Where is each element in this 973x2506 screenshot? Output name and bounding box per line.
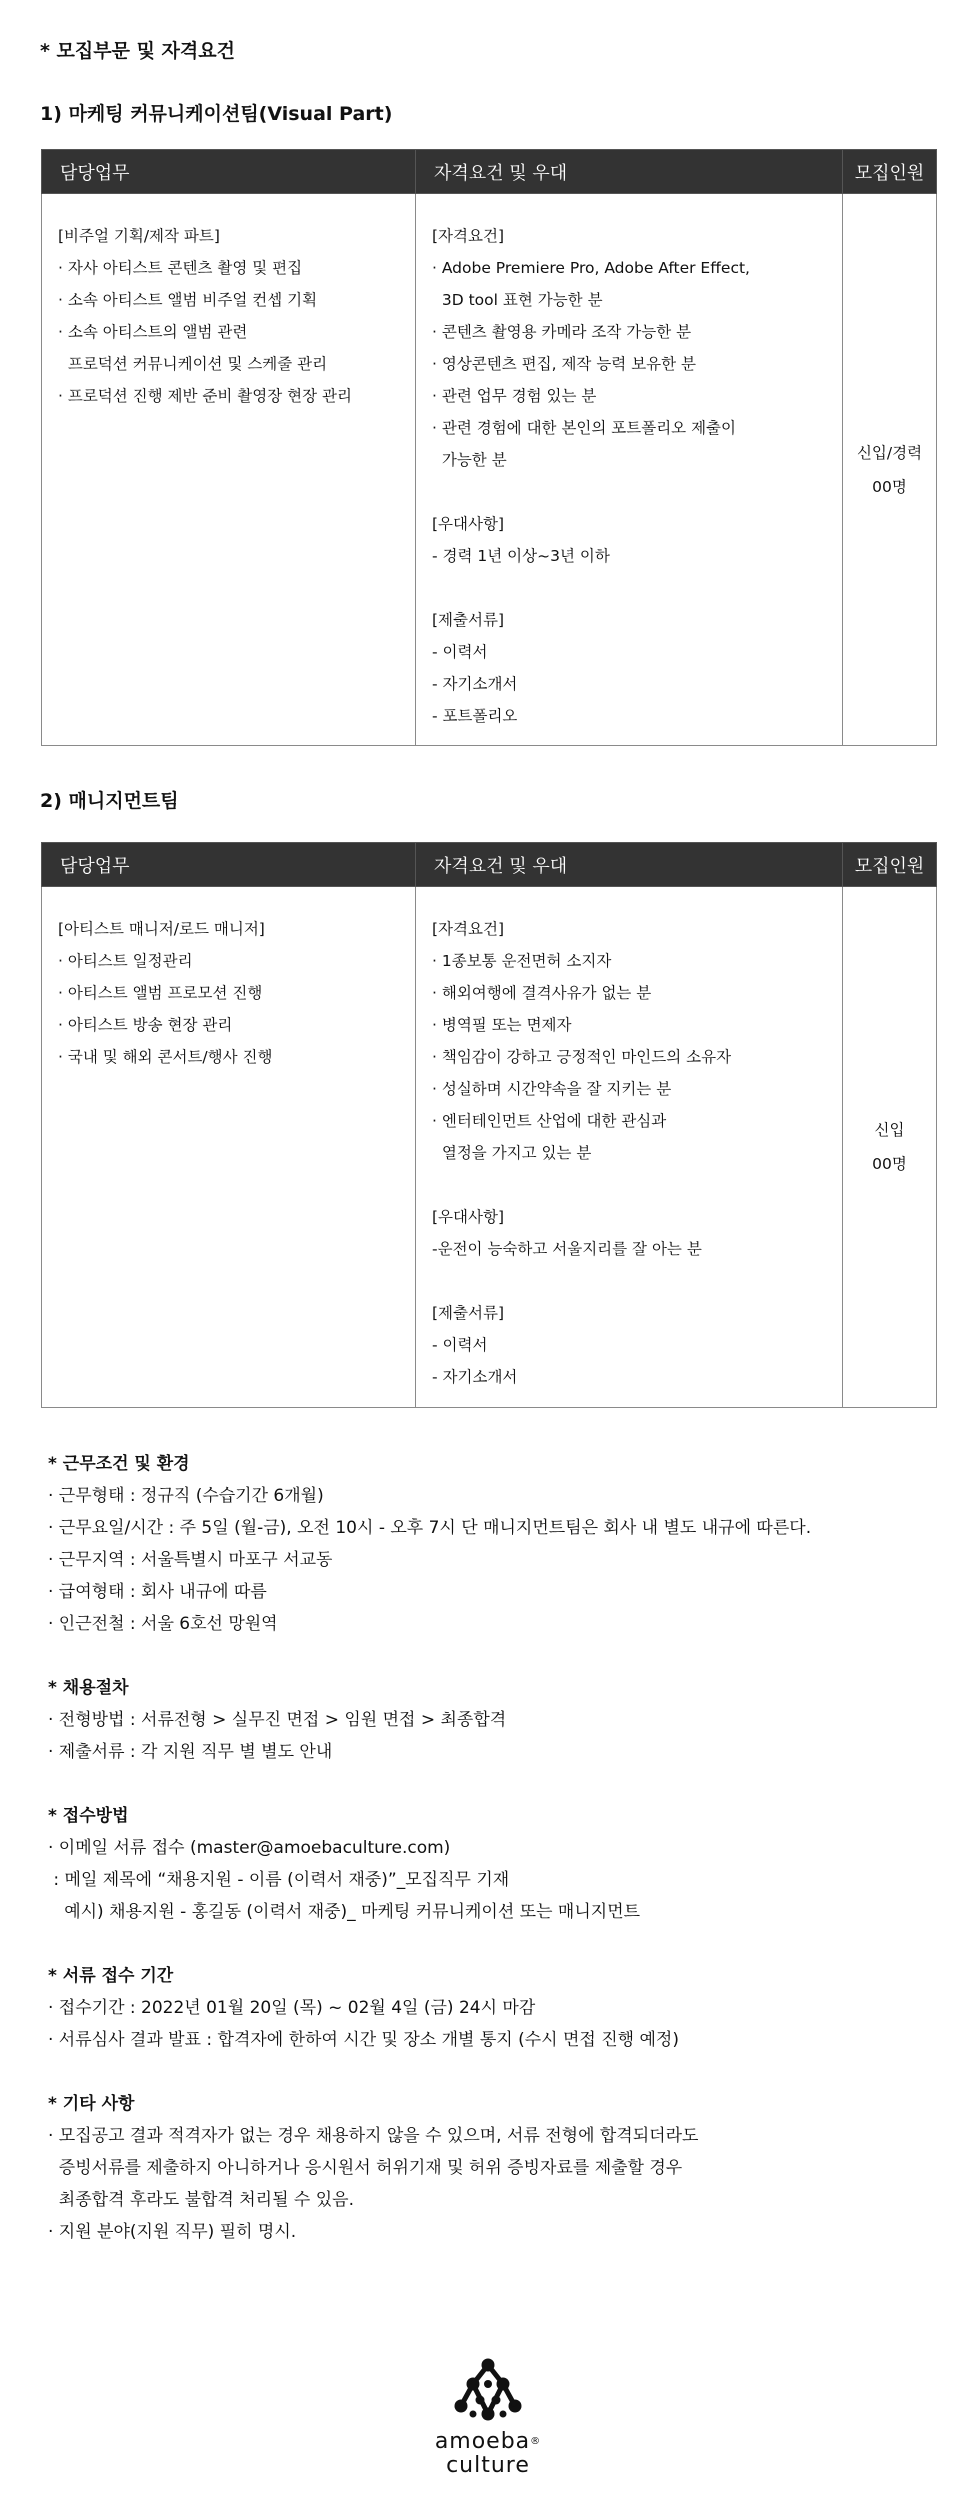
qualification-line: · 관련 경험에 대한 본인의 포트폴리오 제출이 bbox=[432, 419, 737, 437]
amoeba-culture-logo bbox=[430, 2356, 546, 2478]
qualification-line: · 병역필 또는 면제자 bbox=[432, 1016, 572, 1034]
marketing-table bbox=[41, 149, 937, 746]
qualification-line: -운전이 능숙하고 서울지리를 잘 아는 분 bbox=[432, 1240, 702, 1258]
duty-line: · 프로덕션 진행 제반 준비 촬영장 현장 관리 bbox=[58, 387, 352, 405]
application-item: · 이메일 서류 접수 (master@amoebaculture.com) bbox=[48, 1838, 451, 1858]
qualification-line: · 책임감이 강하고 긍정적인 마인드의 소유자 bbox=[432, 1048, 732, 1066]
conditions-heading: * 근무조건 및 환경 bbox=[48, 1454, 190, 1474]
etc-item: 증빙서류를 제출하지 아니하거나 응시원서 허위기재 및 허위 증빙자료를 제출할 경우 bbox=[48, 2158, 683, 2178]
process-heading: * 채용절차 bbox=[48, 1678, 129, 1698]
spacer bbox=[432, 572, 842, 604]
spacer bbox=[48, 1768, 811, 1800]
duty-line: · 소속 아티스트의 앨범 관련 bbox=[58, 323, 248, 341]
logo-wordmark-line1: amoeba® bbox=[434, 2429, 542, 2454]
headcount-number: 00명 bbox=[872, 477, 907, 496]
qualifications-cell bbox=[416, 194, 843, 746]
application-item: 예시) 채용지원 - 홍길동 (이력서 재중)_ 마케팅 커뮤니케이션 또는 매니지먼트 bbox=[48, 1902, 641, 1922]
duties-cell bbox=[42, 194, 416, 746]
header-headcount: 모집인원 bbox=[843, 843, 937, 887]
amoeba-logo-icon bbox=[453, 2356, 523, 2426]
qualification-line: · 콘텐츠 촬영용 카메라 조작 가능한 분 bbox=[432, 323, 692, 341]
condition-item: · 인근전철 : 서울 6호선 망원역 bbox=[48, 1614, 278, 1634]
condition-item: · 근무형태 : 정규직 (수습기간 6개월) bbox=[48, 1486, 324, 1506]
duty-line: [아티스트 매니저/로드 매니저] bbox=[58, 920, 265, 938]
management-table bbox=[41, 842, 937, 1408]
qualification-line: · 관련 업무 경험 있는 분 bbox=[432, 387, 597, 405]
qualification-line: · 성실하며 시간약속을 잘 지키는 분 bbox=[432, 1080, 672, 1098]
process-item: · 제출서류 : 각 지원 직무 별 별도 안내 bbox=[48, 1742, 333, 1762]
headcount-type: 신입/경력 bbox=[856, 443, 923, 462]
period-heading: * 서류 접수 기간 bbox=[48, 1966, 174, 1986]
logo-wordmark-line2: culture bbox=[446, 2453, 530, 2478]
qualification-line: 가능한 분 bbox=[432, 451, 507, 469]
headcount-cell bbox=[843, 194, 937, 746]
duty-line: · 국내 및 해외 콘서트/행사 진행 bbox=[58, 1048, 273, 1066]
header-headcount: 모집인원 bbox=[843, 150, 937, 194]
condition-item: · 급여형태 : 회사 내규에 따름 bbox=[48, 1582, 267, 1602]
qualification-line: [제출서류] bbox=[432, 611, 504, 629]
header-duties: 담당업무 bbox=[42, 150, 416, 194]
duty-line: · 아티스트 앨범 프로모션 진행 bbox=[58, 984, 263, 1002]
qualification-line: - 이력서 bbox=[432, 643, 488, 661]
conditions-block bbox=[48, 1448, 811, 2248]
qualification-line: · 엔터테인먼트 산업에 대한 관심과 bbox=[432, 1112, 667, 1130]
header-qualifications: 자격요건 및 우대 bbox=[416, 150, 843, 194]
qualification-line: [우대사항] bbox=[432, 515, 504, 533]
duty-line: · 아티스트 일정관리 bbox=[58, 952, 193, 970]
qualification-line: [제출서류] bbox=[432, 1304, 504, 1322]
application-heading: * 접수방법 bbox=[48, 1806, 129, 1826]
header-duties: 담당업무 bbox=[42, 843, 416, 887]
header-qualifications: 자격요건 및 우대 bbox=[416, 843, 843, 887]
qualification-line: · 1종보통 운전면허 소지자 bbox=[432, 952, 612, 970]
application-item: : 메일 제목에 “채용지원 - 이름 (이력서 재중)”_모집직무 기재 bbox=[48, 1870, 510, 1890]
period-item: · 서류심사 결과 발표 : 합격자에 한하여 시간 및 장소 개별 통지 (수시 면접 진행 예정) bbox=[48, 2030, 679, 2050]
duty-line: · 아티스트 방송 현장 관리 bbox=[58, 1016, 233, 1034]
duty-line: · 자사 아티스트 콘텐츠 촬영 및 편집 bbox=[58, 259, 303, 277]
duty-line: · 소속 아티스트 앨범 비주얼 컨셉 기획 bbox=[58, 291, 318, 309]
qualification-line: [자격요건] bbox=[432, 920, 504, 938]
qualification-line: · Adobe Premiere Pro, Adobe After Effect, bbox=[432, 259, 750, 277]
spacer bbox=[48, 1640, 811, 1672]
spacer bbox=[48, 1928, 811, 1960]
qualifications-cell bbox=[416, 887, 843, 1408]
duty-line: 프로덕션 커뮤니케이션 및 스케줄 관리 bbox=[58, 355, 328, 373]
qualification-line: - 경력 1년 이상~3년 이하 bbox=[432, 547, 610, 565]
spacer bbox=[432, 1169, 842, 1201]
qualification-line: 열정을 가지고 있는 분 bbox=[432, 1144, 592, 1162]
duty-line: [비주얼 기획/제작 파트] bbox=[58, 227, 220, 245]
etc-item: · 지원 분야(지원 직무) 필히 명시. bbox=[48, 2222, 297, 2242]
headcount-type: 신입 bbox=[874, 1121, 905, 1139]
period-item: · 접수기간 : 2022년 01월 20일 (목) ~ 02월 4일 (금) 24시 마감 bbox=[48, 1998, 536, 2018]
spacer bbox=[432, 1265, 842, 1297]
headcount-number: 00명 bbox=[872, 1155, 907, 1173]
etc-item: · 모집공고 결과 적격자가 없는 경우 채용하지 않을 수 있으며, 서류 전형에 합격되더라도 bbox=[48, 2126, 699, 2146]
qualification-line: 3D tool 표현 가능한 분 bbox=[432, 291, 603, 309]
qualification-line: - 포트폴리오 bbox=[432, 707, 518, 725]
headcount-cell bbox=[843, 887, 937, 1408]
qualification-line: [우대사항] bbox=[432, 1208, 504, 1226]
qualification-line: - 자기소개서 bbox=[432, 1368, 518, 1386]
condition-item: · 근무지역 : 서울특별시 마포구 서교동 bbox=[48, 1550, 333, 1570]
qualification-line: - 이력서 bbox=[432, 1336, 488, 1354]
section-title-management: 2) 매니지먼트팀 bbox=[40, 790, 179, 812]
section-title-marketing: 1) 마케팅 커뮤니케이션팀(Visual Part) bbox=[40, 103, 393, 125]
spacer bbox=[48, 2056, 811, 2088]
spacer bbox=[432, 476, 842, 508]
condition-item: · 근무요일/시간 : 주 5일 (월-금), 오전 10시 - 오후 7시 단 매니지먼트팀은 회사 내 별도 내규에 따른다. bbox=[48, 1518, 812, 1538]
qualification-line: [자격요건] bbox=[432, 227, 504, 245]
page-heading: * 모집부문 및 자격요건 bbox=[40, 40, 235, 62]
duties-cell bbox=[42, 887, 416, 1408]
etc-item: 최종합격 후라도 불합격 처리될 수 있음. bbox=[48, 2190, 354, 2210]
qualification-line: · 영상콘텐츠 편집, 제작 능력 보유한 분 bbox=[432, 355, 697, 373]
etc-heading: * 기타 사항 bbox=[48, 2094, 135, 2114]
qualification-line: - 자기소개서 bbox=[432, 675, 518, 693]
process-item: · 전형방법 : 서류전형 > 실무진 면접 > 임원 면접 > 최종합격 bbox=[48, 1710, 507, 1730]
qualification-line: · 해외여행에 결격사유가 없는 분 bbox=[432, 984, 652, 1002]
